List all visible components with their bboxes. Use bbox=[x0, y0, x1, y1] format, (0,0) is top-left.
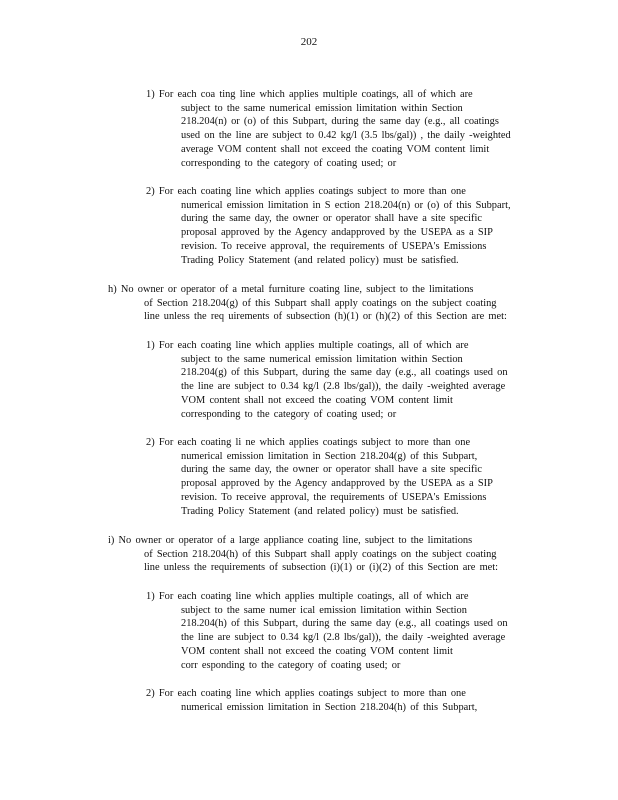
text-line: 1) For each coating line which applies multiple coatings, all of which are bbox=[146, 591, 469, 602]
text-line: the line are subject to 0.34 kg/l (2.8 lbs/gal)), the daily -weighted average bbox=[181, 381, 506, 393]
text-line: during the same day, the owner or operator shall have a site specific bbox=[181, 464, 482, 476]
text-line: Trading Policy Statement (and related policy) must be satisfied. bbox=[181, 254, 459, 266]
text-line: average VOM content shall not exceed the coating VOM content limit bbox=[181, 143, 490, 155]
text-line: the line are subject to 0.34 kg/l (2.8 lbs/gal)), the daily -weighted average bbox=[181, 632, 506, 644]
text-line: 2) For each coating line which applies coatings subject to more than one bbox=[146, 186, 466, 197]
text-line: 218.204(h) of this Subpart, during the same day (e.g., all coatings used on bbox=[181, 618, 508, 630]
text-line: of Section 218.204(g) of this Subpart shall apply coatings on the subject coating bbox=[144, 297, 497, 309]
text-line: proposal approved by the Agency andapproved by the USEPA as a SIP bbox=[181, 227, 493, 239]
text-line: 2) For each coating li ne which applies coatings subject to more than one bbox=[146, 437, 471, 448]
text-line: corresponding to the category of coating used; or bbox=[181, 408, 397, 420]
paragraph-h-1 bbox=[146, 339, 541, 421]
text-line: revision. To receive approval, the requirements of USEPA's Emissions bbox=[181, 491, 487, 503]
text-line: 1) For each coating line which applies multiple coatings, all of which are bbox=[146, 340, 469, 351]
text-line: VOM content shall not exceed the coating VOM content limit bbox=[181, 394, 453, 406]
text-line: VOM content shall not exceed the coating VOM content limit bbox=[181, 645, 453, 657]
paragraph-i-2 bbox=[146, 687, 541, 714]
text-line: line unless the requirements of subsection (i)(1) or (i)(2) of this Section are met: bbox=[144, 562, 499, 574]
text-line: 218.204(n) or (o) of this Subpart, during the same day (e.g., all coatings bbox=[181, 116, 499, 128]
text-line: subject to the same numer ical emission limitation within Section bbox=[181, 604, 467, 616]
text-line: i) No owner or operator of a large appliance coating line, subject to the limitations bbox=[108, 535, 473, 546]
paragraph-h bbox=[108, 283, 538, 324]
paragraph-h-2 bbox=[146, 436, 541, 518]
text-line: of Section 218.204(h) of this Subpart shall apply coatings on the subject coating bbox=[144, 548, 497, 560]
text-line: h) No owner or operator of a metal furniture coating line, subject to the limitations bbox=[108, 284, 474, 295]
text-line: used on the line are subject to 0.42 kg/l (3.5 lbs/gal)) , the daily -weighted bbox=[181, 130, 511, 142]
text-line: corr esponding to the category of coating used; or bbox=[181, 659, 401, 671]
text-line: proposal approved by the Agency andapproved by the USEPA as a SIP bbox=[181, 478, 493, 490]
text-line: numerical emission limitation in Section 218.204(h) of this Subpart, bbox=[181, 701, 478, 713]
page-number: 202 bbox=[300, 36, 318, 48]
paragraph-i bbox=[108, 534, 538, 575]
text-line: 218.204(g) of this Subpart, during the same day (e.g., all coatings used on bbox=[181, 367, 508, 379]
text-line: during the same day, the owner or operator shall have a site specific bbox=[181, 213, 482, 225]
text-line: numerical emission limitation in S ection 218.204(n) or (o) of this Subpart, bbox=[181, 199, 511, 211]
paragraph-g-1 bbox=[146, 88, 541, 170]
text-line: Trading Policy Statement (and related policy) must be satisfied. bbox=[181, 505, 459, 517]
text-line: corresponding to the category of coating used; or bbox=[181, 157, 397, 169]
paragraph-i-1 bbox=[146, 590, 541, 672]
text-line: subject to the same numerical emission limitation within Section bbox=[181, 353, 463, 365]
paragraph-g-2 bbox=[146, 185, 541, 267]
text-line: 2) For each coating line which applies coatings subject to more than one bbox=[146, 688, 466, 699]
text-line: subject to the same numerical emission limitation within Section bbox=[181, 102, 463, 114]
text-line: line unless the req uirements of subsection (h)(1) or (h)(2) of this Section are met: bbox=[144, 311, 507, 323]
text-line: revision. To receive approval, the requirements of USEPA's Emissions bbox=[181, 240, 487, 252]
text-line: numerical emission limitation in Section 218.204(g) of this Subpart, bbox=[181, 450, 478, 462]
text-line: 1) For each coa ting line which applies multiple coatings, all of which are bbox=[146, 89, 473, 100]
